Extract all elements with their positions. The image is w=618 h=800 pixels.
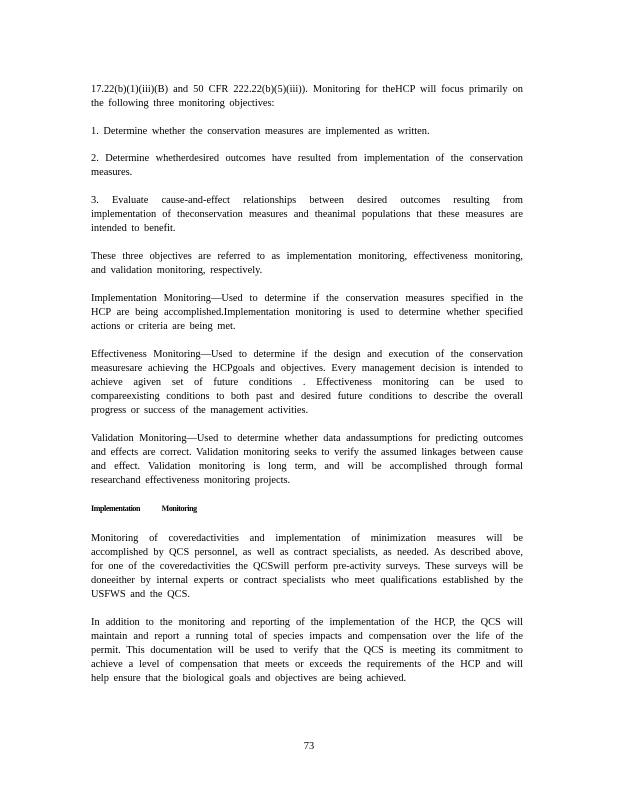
implementation-monitoring-definition: Implementation Monitoring—Used to determine if the conservation measures specified in the HCP are being accomplished.Implementation monitoring is used to determine whether specified actions or criteria are being met. (91, 293, 523, 332)
covered-activities-paragraph: Monitoring of coveredactivities and implementation of minimization measures will be accomplished by QCS personnel, as well as contract specialists, as needed. As described above, for one of the coveredactivities the QCSwill perform pre-activity surveys. These surveys will be doneeither by internal experts or contract specialists who meet qualifications established by the USFWS and the QCS. (91, 533, 523, 600)
page-number: 73 (303, 741, 315, 752)
objective-3: 3. Evaluate cause-and-effect relationships between desired outcomes resulting from implementation of theconservation measures and theanimal populations that these measures are intended to benefit. (91, 195, 523, 234)
validation-monitoring-definition: Validation Monitoring—Used to determine whether data andassumptions for predicting outcomes and effects are correct. Validation monitoring seeks to verify the assumed linkages between cause and effect. Validation monitoring is long term, and will be accomplished through formal researchand effectiveness monitoring projects. (91, 433, 523, 486)
objective-2: 2. Determine whetherdesired outcomes have resulted from implementation of the conservation measures. (91, 153, 523, 178)
document-page-body (91, 83, 523, 700)
effectiveness-monitoring-definition: Effectiveness Monitoring—Used to determine if the design and execution of the conservation measuresare achieving the HCPgoals and objectives. Every management decision is intended to achieve agiven set of future conditions . Effectiveness monitoring can be used to compareexisting conditions to both past and desired future conditions to describe the overall progress or success of the management activities. (91, 349, 523, 416)
intro-paragraph: 17.22(b)(1)(iii)(B) and 50 CFR 222.22(b)(5)(iii)). Monitoring for theHCP will focus primarily on the following three monitoring objectives: (91, 84, 523, 109)
reporting-paragraph: In addition to the monitoring and reporting of the implementation of the HCP, the QCS will maintain and report a running total of species impacts and compensation over the life of the permit. This documentation will be used to verify that the QCS is meeting its commitment to achieve a level of compensation that meets or exceeds the requirements of the HCP and will help ensure that the biological goals and objectives are being achieved. (91, 617, 523, 684)
objective-1: 1. Determine whether the conservation measures are implemented as written. (91, 126, 430, 137)
objectives-summary: These three objectives are referred to as implementation monitoring, effectiveness monitoring, and validation monitoring, respectively. (91, 251, 523, 276)
section-heading: Implementation Monitoring (91, 504, 197, 513)
